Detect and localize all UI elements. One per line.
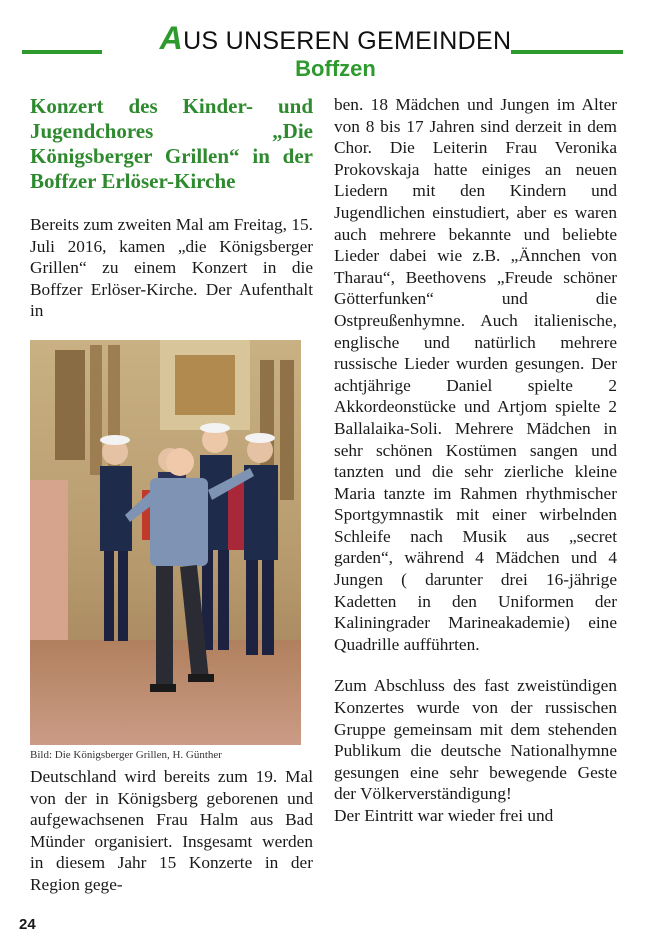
right-column <box>334 94 617 827</box>
right-paragraph-3: Der Eintritt war wieder frei und <box>334 806 554 825</box>
section-subtitle: Boffzen <box>295 56 376 81</box>
article-headline: Konzert des Kinder- und Jugendchores „Die Königsberger Grillen“ in der Boffzer Erlöser-Kirche <box>30 94 313 193</box>
photo-caption: Bild: Die Königsberger Grillen, H. Günther <box>30 749 222 761</box>
intro-paragraph: Bereits zum zweiten Mal am Freitag, 15. Juli 2016, kamen „die Königsberger Grillen“ zu einem Konzert in die Boffzer Erlöser-Kirche. Der Aufenthalt in <box>30 215 313 321</box>
left-continued-paragraph: Deutschland wird bereits zum 19. Mal von der in Königsberg geborenen und aufgewachsenen Frau Halm aus Bad Münder organisiert. Insgesamt werden in diesem Jahr 15 Konzerte in der Region gege- <box>30 767 313 894</box>
section-title-initial: A <box>159 20 184 56</box>
choir-photo-image <box>30 340 301 745</box>
page-number: 24 <box>19 916 36 933</box>
right-paragraph-1: ben. 18 Mädchen und Jungen im Alter von 8 bis 17 Jahren sind derzeit in dem Chor. Die Leiterin Frau Veronika Prokovskaja hatte einiges an neuen Liedern mit den Kindern und Jugendlichen einstudiert, aber es waren auch mehrere bekannte und beliebte Lieder dabei wie z.B. „Ännchen von Tharau“, Beethovens „Freude schöner Götterfunken“ und die Ostpreußenhymne. Auch italienische, englische und natürlich mehrere russische Lieder wurden gesungen. Der achtjährige Daniel spielte 2 Akkordeonstücke und Artjom spielte 2 Ballalaika-Soli. Mehrere Mädchen in sehr schönen Kostümen sangen und tanzten und die sehr zierliche kleine Maria tanzte im Rahmen rhythmischer Sportgymnastik mit einer wirbelnden Schleife nach Musik aus „secret garden“, während 4 Mädchen und 4 Jungen ( darunter drei 16-jährige Kadetten in den Uniformen der Kaliningrader Marineakademie) eine Quadrille aufführten. <box>334 95 617 654</box>
choir-photo <box>30 340 301 745</box>
right-paragraph-2: Zum Abschluss des fast zweistündigen Konzertes wurde von der russischen Gruppe gemeinsam mit dem stehenden Publikum die deutsche Nationalhymne gesungen eine sehr bewegende Geste der Völkerverständigung! <box>334 676 617 804</box>
section-title <box>0 20 671 57</box>
left-column-continued <box>30 766 313 896</box>
article-intro <box>30 214 313 322</box>
section-title-rest: US UNSEREN GEMEINDEN <box>183 27 512 55</box>
